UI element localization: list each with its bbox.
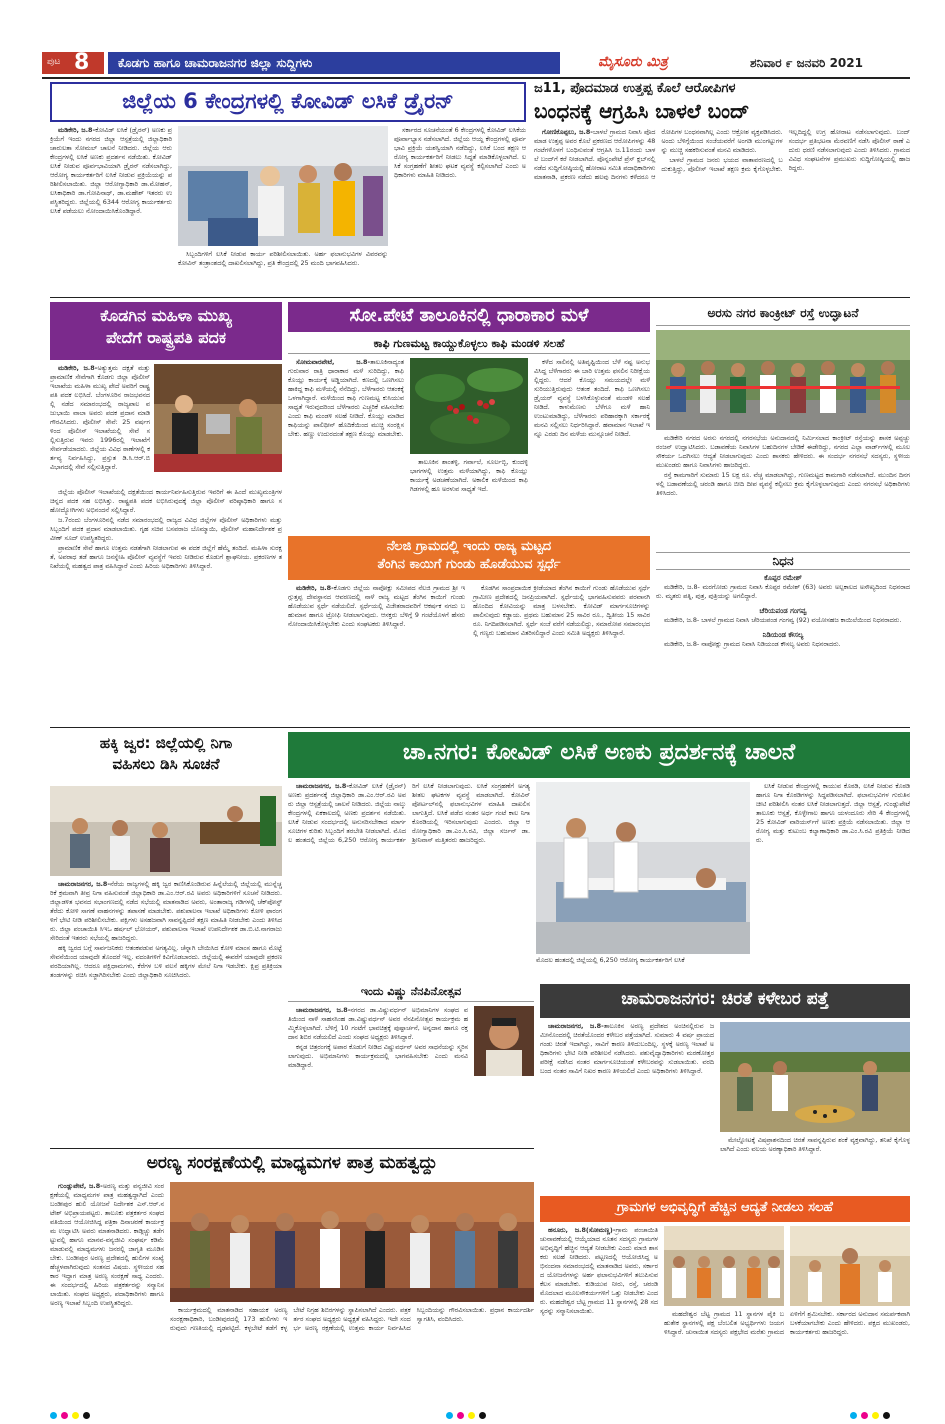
medal-body-col1	[50, 364, 150, 484]
shooting-story	[288, 536, 650, 722]
vishnu-headline: ಇಂದು ವಿಷ್ಣು ನೆನಪಿನೋತ್ಸವ	[288, 984, 534, 1002]
leopard-body-col1	[540, 1022, 714, 1190]
section-title-bar	[108, 52, 560, 74]
page-number-box	[42, 52, 104, 74]
medal-story	[50, 302, 282, 722]
chnagar-vaccine-col3: ಲಸಿಕೆ ನೀಡುವ ಕೇಂದ್ರಗಳಲ್ಲಿ ಕಾಯುವ ಕೊಠಡಿ, ಲಸಿಕೆ ನೀಡುವ ಕೊಠಡಿ ಹಾಗೂ ನಿಗಾ ಕೊಠಡಿಗಳನ್ನು ಸಿದ್ಧಪಡಿಸಲಾಗಿದೆ. ಫಲಾನುಭವಿಗಳ ಗುರುತಿನ ಚೀಟಿ ಪರಿಶೀಲಿಸಿ ನಂತರ ಲಸಿಕೆ ನೀಡಲಾಗುತ್ತದೆ. ಜಿಲ್ಲಾ ಆಸ್ಪತ್ರೆ, ಗುಂಡ್ಲುಪೇಟೆ ತಾಲೂಕು ಆಸ್ಪತ್ರೆ, ಕೊಳ್ಳೇಗಾಲ ಹಾಗೂ ಯಳಂದೂರು ಸೇರಿ 4 ಕೇಂದ್ರಗಳಲ್ಲಿ 25 ಕೋವಿಡ್ ವಾರಿಯರ್ಸ್‌ಗೆ ಅಣಕು ಪ್ರಕ್ರಿಯೆ ನಡೆಸಲಾಯಿತು. ಜಿಲ್ಲಾ ಆರೋಗ್ಯ ಮತ್ತು ಕುಟುಂಬ ಕಲ್ಯಾಣಾಧಿಕಾರಿ ಡಾ.ಎಂ.ಸಿ.ರವಿ ಪ್ರತಿಕ್ರಿಯೆ ನೀಡಿದರು.	[756, 782, 910, 844]
medal-headline-1: ಕೊಡಗಿನ ಮಹಿಳಾ ಮುಖ್ಯ	[100, 306, 232, 325]
row2-rule	[50, 727, 910, 728]
rain-headline: ಸೋ.ಪೇಟೆ ತಾಲೂಕಿನಲ್ಲಿ ಧಾರಾಕಾರ ಮಳೆ	[288, 302, 650, 332]
medal-dateline: ಮಡಿಕೇರಿ, ಜ.8-	[58, 364, 98, 372]
rain-body: ತಾಲೂಕಿನಾದ್ಯಂತ ಗುರುವಾರ ರಾತ್ರಿ ಧಾರಾಕಾರ ಮಳೆ ಸುರಿದಿದ್ದು, ಕಾಫಿ ಕೊಯ್ಲು ಕಾರ್ಯಕ್ಕೆ ಅಡ್ಡಿಯಾಗಿದೆ. ಕಣದಲ್ಲಿ ಒಣಗಿಸಲು ಹಾಕಿದ್ದ ಕಾಫಿ ಮಳೆಯಲ್ಲಿ ನೆನೆದಿದ್ದು, ಬೆಳೆಗಾರರು ಆತಂಕಕ್ಕೆ ಒಳಗಾಗಿದ್ದಾರೆ. ಮಳೆಯಿಂದ ಕಾಫಿ ಗುಣಮಟ್ಟ ಕುಸಿಯುವ ಸಾಧ್ಯತೆ ಇರುವುದರಿಂದ ಬೆಳೆಗಾರರು ಎಚ್ಚರಿಕೆ ವಹಿಸಬೇಕು ಎಂದು ಕಾಫಿ ಮಂಡಳಿ ಸಲಹೆ ನೀಡಿದೆ. ಕೊಯ್ಲು ಮಾಡಿದ ಕಾಫಿಯನ್ನು ಪಾಲಿಥೀನ್ ಹೊದಿಕೆಯಿಂದ ಮುಚ್ಚಿ ಸಂರಕ್ಷಿಸಬೇಕು. ಹಣ್ಣು ಉದುರದಂತೆ ತಕ್ಷಣ ಕೊಯ್ಲು ಮಾಡಬೇಕು.	[288, 358, 404, 438]
reg-dot-black	[479, 1412, 486, 1419]
reg-dot-cyan	[850, 1412, 857, 1419]
village-body-col2: ಮಹದೇಶ್ವರ ಬೆಟ್ಟ ಗ್ರಾಮದ 11 ಸ್ಥಾನಗಳ ಪೈಕಿ ಬಹುತೇಕ ಸ್ಥಾನಗಳಲ್ಲಿ ಪಕ್ಷ ಬೆಂಬಲಿತ ಅಭ್ಯರ್ಥಿಗಳು ಜಯಗಳಿಸಿದ್ದಾರೆ. ಚುನಾಯಿತ ಸದಸ್ಯರು ಪಕ್ಷಭೇದ ಮರೆತು ಗ್ರಾಮದ ಏಳಿಗೆಗೆ ಶ್ರಮಿಸಬೇಕು. ಸರ್ಕಾರದ ಅನುದಾನ ಸಮರ್ಪಕವಾಗಿ ಬಳಕೆಯಾಗಬೇಕು ಎಂದು ಹೇಳಿದರು. ಪಕ್ಷದ ಮುಖಂಡರು, ಕಾರ್ಯಕರ್ತರು ಹಾಜರಿದ್ದರು.	[664, 1310, 910, 1336]
reg-dot-cyan	[446, 1412, 453, 1419]
bandh-story	[534, 82, 910, 294]
medal-photo	[154, 364, 282, 472]
vishnu-body: ಚಾಮರಾಜನಗರ, ಜ.8-ನಗರದ ಡಾ.ವಿಷ್ಣುವರ್ಧನ್ ಅಭಿಮಾನಿಗಳ ಸಂಘದ ವತಿಯಿಂದ ನಾಳೆ ಸಾಹಸಸಿಂಹ ಡಾ.ವಿಷ್ಣುವರ್ಧನ್ ಅವರ ನೆನಪಿನೋತ್ಸವ ಕಾರ್ಯಕ್ರಮ ಹಮ್ಮಿಕೊಳ್ಳಲಾಗಿದೆ. ಬೆಳಿಗ್ಗೆ 10 ಗಂಟೆಗೆ ಭಾವಚಿತ್ರಕ್ಕೆ ಪುಷ್ಪಾರ್ಚನೆ, ಅನ್ನದಾನ ಹಾಗೂ ರಕ್ತದಾನ ಶಿಬಿರ ನಡೆಯಲಿದೆ ಎಂದು ಸಂಘದ ಅಧ್ಯಕ್ಷರು ತಿಳಿಸಿದ್ದಾರೆ. ಕನ್ನಡ ಚಿತ್ರರಂಗಕ್ಕೆ ಅಪಾರ ಕೊಡುಗೆ ನೀಡಿದ ವಿಷ್ಣುವರ್ಧನ್ ಅವರ ಸಾಧನೆಯನ್ನು ಸ್ಮರಿಸಲಾಗುವುದು. ಅಭಿಮಾನಿಗಳು ಕಾರ್ಯಕ್ರಮದಲ್ಲಿ ಭಾಗವಹಿಸಬೇಕು ಎಂದು ಮನವಿ ಮಾಡಿದ್ದಾರೆ.	[288, 1006, 468, 1069]
shooting-body: ಮಡಿಕೇರಿ, ಜ.8-ಕೊಡಗು ಜಿಲ್ಲೆಯ ನಾಪೋಕ್ಲು ಸಮೀಪದ ನೆಲಜಿ ಗ್ರಾಮದ ಶ್ರೀ ಇಗ್ಗುತ್ತಪ್ಪ ದೇವಸ್ಥಾನದ ಆವರಣದಲ್ಲಿ ನಾಳೆ ರಾಜ್ಯ ಮಟ್ಟದ ತೆಂಗಿನ ಕಾಯಿಗೆ ಗುಂಡು ಹೊಡೆಯುವ ಸ್ಪರ್ಧೆ ನಡೆಯಲಿದೆ. ಸ್ಪರ್ಧೆಯಲ್ಲಿ ವಿಜೇತರಾದವರಿಗೆ ಆಕರ್ಷಕ ನಗದು ಬಹುಮಾನ ಹಾಗೂ ಟ್ರೋಫಿ ನೀಡಲಾಗುವುದು. ಆಸಕ್ತರು ಬೆಳಿಗ್ಗೆ 9 ಗಂಟೆಯೊಳಗೆ ಹೆಸರು ನೋಂದಾಯಿಸಿಕೊಳ್ಳಬೇಕು ಎಂದು ಸಂಘಟಕರು ತಿಳಿಸಿದ್ದಾರೆ. ಕೊಡಗಿನ ಸಾಂಪ್ರದಾಯಿಕ ಕ್ರೀಡೆಯಾದ ತೆಂಗಿನ ಕಾಯಿಗೆ ಗುಂಡು ಹೊಡೆಯುವ ಸ್ಪರ್ಧೆ ಗ್ರಾಮೀಣ ಪ್ರದೇಶದಲ್ಲಿ ಜನಪ್ರಿಯವಾಗಿದೆ. ಸ್ಪರ್ಧೆಯಲ್ಲಿ ಭಾಗವಹಿಸುವವರು ಪರವಾನಗಿ ಹೊಂದಿದ ಕೋವಿಯನ್ನು ಮಾತ್ರ ಬಳಸಬೇಕು. ಕೋವಿಡ್ ಮಾರ್ಗಸೂಚಿಗಳನ್ನು ಪಾಲಿಸುವುದು ಕಡ್ಡಾಯ. ಪ್ರಥಮ ಬಹುಮಾನ 25 ಸಾವಿರ ರೂ., ದ್ವಿತೀಯ 15 ಸಾವಿರ ರೂ. ನಿಗದಿಪಡಿಸಲಾಗಿದೆ. ಸ್ಪರ್ಧೆ ಸಂಜೆ ವರೆಗೆ ನಡೆಯಲಿದ್ದು, ಸಮಾರೋಪ ಸಮಾರಂಭದಲ್ಲಿ ಗಣ್ಯರು ಬಹುಮಾನ ವಿತರಿಸಲಿದ್ದಾರೆ ಎಂದು ಸಮಿತಿ ಅಧ್ಯಕ್ಷರು ತಿಳಿಸಿದ್ದಾರೆ.	[288, 584, 650, 637]
vishnu-story	[288, 984, 534, 1144]
registration-marks-left	[50, 1404, 94, 1423]
forest-body: ಅರಣ್ಯ ಮತ್ತು ವನ್ಯಜೀವಿ ಸಂರಕ್ಷಣೆಯಲ್ಲಿ ಮಾಧ್ಯಮಗಳ ಪಾತ್ರ ಮಹತ್ವದ್ದಾಗಿದೆ ಎಂದು ಬಂಡೀಪುರ ಹುಲಿ ಯೋಜನೆ ನಿರ್ದೇಶಕ ಎಸ್.ಆರ್.ನಟೇಶ್ ಅಭಿಪ್ರಾಯಪಟ್ಟರು. ತಾಲೂಕು ಪತ್ರಕರ್ತರ ಸಂಘದ ವತಿಯಿಂದ ಆಯೋಜಿಸಿದ್ದ ಪತ್ರಿಕಾ ದಿನಾಚರಣೆ ಕಾರ್ಯಕ್ರಮ ಉದ್ಘಾಟಿಸಿ ಅವರು ಮಾತನಾಡಿದರು. ಕಾಡ್ಗಿಚ್ಚು ತಡೆಗಟ್ಟುವಲ್ಲಿ ಹಾಗೂ ಮಾನವ-ವನ್ಯಜೀವಿ ಸಂಘರ್ಷ ಕಡಿಮೆ ಮಾಡುವಲ್ಲಿ ಮಾಧ್ಯಮಗಳು ಜನರಲ್ಲಿ ಜಾಗೃತಿ ಮೂಡಿಸಬೇಕು. ಬಂಡೀಪುರ ಅರಣ್ಯ ಪ್ರದೇಶದಲ್ಲಿ ಹುಲಿಗಳ ಸಂಖ್ಯೆ ಹೆಚ್ಚಳವಾಗಿರುವುದು ಸಂತಸದ ವಿಷಯ. ಸ್ಥಳೀಯರ ಸಹಕಾರ ಇದ್ದಾಗ ಮಾತ್ರ ಅರಣ್ಯ ಸಂರಕ್ಷಣೆ ಸಾಧ್ಯ ಎಂದರು. ಈ ಸಂದರ್ಭದಲ್ಲಿ ಹಿರಿಯ ಪತ್ರಕರ್ತರನ್ನು ಸನ್ಮಾನಿಸಲಾಯಿತು. ಸಂಘದ ಅಧ್ಯಕ್ಷರು, ಪದಾಧಿಕಾರಿಗಳು ಹಾಗೂ ಅರಣ್ಯ ಇಲಾಖೆ ಸಿಬ್ಬಂದಿ ಉಪಸ್ಥಿತರಿದ್ದರು.	[50, 1182, 164, 1307]
bird-flu-headline-1: ಹಕ್ಕಿ ಜ್ವರ: ಜಿಲ್ಲೆಯಲ್ಲಿ ನಿಗಾ	[99, 734, 233, 752]
rain-body-col3: ಕಳೆದ ಸಾಲಿನಲ್ಲಿ ಅತಿವೃಷ್ಟಿಯಿಂದ ಬೆಳೆ ನಷ್ಟ ಅನುಭವಿಸಿದ್ದ ಬೆಳೆಗಾರರು ಈ ಬಾರಿ ಉತ್ತಮ ಫಸಲಿನ ನಿರೀಕ್ಷೆಯಲ್ಲಿದ್ದರು. ಆದರೆ ಕೊಯ್ಲು ಸಮಯದಲ್ಲೇ ಮಳೆ ಸುರಿಯುತ್ತಿರುವುದು ಆತಂಕ ತಂದಿದೆ. ಕಾಫಿ ಒಣಗಿಸಲು ಡ್ರೈಯರ್ ವ್ಯವಸ್ಥೆ ಬಳಸಿಕೊಳ್ಳುವಂತೆ ಮಂಡಳಿ ಸಲಹೆ ನೀಡಿದೆ. ಕಾಳುಮೆಣಸು ಬೆಳೆಗೂ ಮಳೆ ಹಾನಿ ಉಂಟುಮಾಡಿದ್ದು, ಬೆಳೆಗಾರರು ಪರಿಹಾರಕ್ಕಾಗಿ ಸರ್ಕಾರಕ್ಕೆ ಮನವಿ ಸಲ್ಲಿಸಲು ನಿರ್ಧರಿಸಿದ್ದಾರೆ. ಹವಾಮಾನ ಇಲಾಖೆ ಇನ್ನೂ ಎರಡು ದಿನ ಮಳೆಯ ಮುನ್ಸೂಚನೆ ನೀಡಿದೆ.	[534, 358, 650, 438]
rain-story	[288, 302, 650, 534]
dry-run-dateline: ಮಡಿಕೇರಿ, ಜ.8-	[58, 126, 96, 134]
bandh-body: ಗೋಣಿಕೊಪ್ಪಲು, ಜ.8-ಬಾಳಲೆ ಗ್ರಾಮದ ನಿವಾಸಿ ಪೊದಮಾಡ ಉತ್ತಪ್ಪ ಅವರ ಕೊಲೆ ಪ್ರಕರಣದ ಆರೋಪಿಗಳನ್ನು 48 ಗಂಟೆಗಳೊಳಗೆ ಬಂಧಿಸುವಂತೆ ಆಗ್ರಹಿಸಿ ಜ.11ರಂದು ಬಾಳಲೆ ಬಂದ್‌ಗೆ ಕರೆ ನೀಡಲಾಗಿದೆ. ಪೊನ್ನಂಪೇಟೆ ಪ್ರೆಸ್ ಕ್ಲಬ್‌ನಲ್ಲಿ ನಡೆದ ಸುದ್ದಿಗೋಷ್ಠಿಯಲ್ಲಿ ಹೋರಾಟ ಸಮಿತಿ ಪದಾಧಿಕಾರಿಗಳು ಮಾತನಾಡಿ, ಪ್ರಕರಣ ನಡೆದು ಹಲವು ದಿನಗಳು ಕಳೆದರೂ ಆರೋಪಿಗಳ ಬಂಧನವಾಗಿಲ್ಲ ಎಂದು ಆಕ್ರೋಶ ವ್ಯಕ್ತಪಡಿಸಿದರು. ಅಂದು ಬೆಳಿಗ್ಗೆಯಿಂದ ಸಂಜೆಯವರೆಗೆ ಅಂಗಡಿ ಮುಂಗಟ್ಟುಗಳನ್ನು ಮುಚ್ಚಿ ಸಹಕರಿಸುವಂತೆ ಮನವಿ ಮಾಡಿದರು. ಬಾಳಲೆ ಗ್ರಾಮದ ಜನರು ಭಯದ ವಾತಾವರಣದಲ್ಲಿ ಬದುಕುತ್ತಿದ್ದು, ಪೊಲೀಸ್ ಇಲಾಖೆ ತಕ್ಷಣ ಕ್ರಮ ಕೈಗೊಳ್ಳಬೇಕು. ಇಲ್ಲದಿದ್ದಲ್ಲಿ ಉಗ್ರ ಹೋರಾಟ ನಡೆಸಲಾಗುವುದು. ಬಂದ್ ಸಂದರ್ಭ ಪ್ರತಿಭಟನಾ ಮೆರವಣಿಗೆ ನಡೆಸಿ ಪೊಲೀಸ್ ಠಾಣೆ ಎದುರು ಧರಣಿ ನಡೆಸಲಾಗುವುದು ಎಂದು ತಿಳಿಸಿದರು. ಗ್ರಾಮದ ವಿವಿಧ ಸಂಘಟನೆಗಳ ಪ್ರಮುಖರು ಸುದ್ದಿಗೋಷ್ಠಿಯಲ್ಲಿ ಹಾಜರಿದ್ದರು.	[534, 128, 910, 181]
reg-dot-yellow	[872, 1412, 879, 1419]
registration-marks-right	[850, 1404, 894, 1423]
forest-headline: ಅರಣ್ಯ ಸಂರಕ್ಷಣೆಯಲ್ಲಿ ಮಾಧ್ಯಮಗಳ ಪಾತ್ರ ಮಹತ್ವದ್ದು	[50, 1148, 534, 1178]
issue-date: ಶನಿವಾರ ೯ ಜನವರಿ 2021	[750, 56, 863, 70]
vishnu-portrait	[474, 1006, 534, 1076]
bandh-dateline: ಗೋಣಿಕೊಪ್ಪಲು, ಜ.8-	[542, 128, 593, 136]
obit-text-3: ಮಡಿಕೇರಿ, ಜ.8- ನಾಪೋಕ್ಲು ಗ್ರಾಮದ ನಿವಾಸಿ ನಿಡಿಯಂಡ ಕೌಸಲ್ಯ ಅವರು ನಿಧನರಾದರು.	[664, 640, 841, 648]
reg-dot-magenta	[861, 1412, 868, 1419]
bird-flu-headline-2: ವಹಿಸಲು ಡಿಸಿ ಸೂಚನೆ	[112, 754, 220, 773]
village-photo-1	[664, 1226, 784, 1306]
forest-body-col1	[50, 1182, 164, 1386]
shooting-headline-1: ನೆಲಜಿ ಗ್ರಾಮದಲ್ಲಿ ಇಂದು ರಾಜ್ಯ ಮಟ್ಟದ	[386, 539, 552, 554]
rain-body-col1	[288, 358, 404, 532]
obit-heading: ನಿಧನ	[656, 552, 910, 570]
leopard-body-col2: ಮೇಲ್ನೋಟಕ್ಕೆ ವಿಷಪ್ರಾಶನದಿಂದ ಚಿರತೆ ಸಾವನ್ನಪ್ಪಿರುವ ಶಂಕೆ ವ್ಯಕ್ತವಾಗಿದ್ದು, ತನಿಖೆ ಕೈಗೊಳ್ಳಲಾಗಿದೆ ಎಂದು ವಲಯ ಅರಣ್ಯಾಧಿಕಾರಿ ತಿಳಿಸಿದ್ದಾರೆ.	[720, 1136, 910, 1153]
obit-name-1: ಕೊಪ್ಪರ ರಮೇಶ್	[764, 574, 802, 582]
chnagar-vaccine-dateline: ಚಾಮರಾಜನಗರ, ಜ.8-	[296, 782, 349, 790]
medal-body-col2: ಜಿಲ್ಲೆಯ ಪೊಲೀಸ್ ಇಲಾಖೆಯಲ್ಲಿ ದಕ್ಷತೆಯಿಂದ ಕಾರ್ಯನಿರ್ವಹಿಸುತ್ತಿರುವ ಇವರಿಗೆ ಈ ಹಿಂದೆ ಮುಖ್ಯಮಂತ್ರಿಗಳ ಚಿನ್ನದ ಪದಕ ಸಹ ಲಭಿಸಿತ್ತು. ರಾಷ್ಟ್ರಪತಿ ಪದಕ ಲಭಿಸಿರುವುದಕ್ಕೆ ಜಿಲ್ಲಾ ಪೊಲೀಸ್ ವರಿಷ್ಠಾಧಿಕಾರಿ ಹಾಗೂ ಸಹೋದ್ಯೋಗಿಗಳು ಅಭಿನಂದನೆ ಸಲ್ಲಿಸಿದ್ದಾರೆ. ಜ.7ರಂದು ಬೆಂಗಳೂರಿನಲ್ಲಿ ನಡೆದ ಸಮಾರಂಭದಲ್ಲಿ ರಾಜ್ಯದ ವಿವಿಧ ಜಿಲ್ಲೆಗಳ ಪೊಲೀಸ್ ಅಧಿಕಾರಿಗಳು ಮತ್ತು ಸಿಬ್ಬಂದಿಗೆ ಪದಕ ಪ್ರದಾನ ಮಾಡಲಾಯಿತು. ಗೃಹ ಸಚಿವ ಬಸವರಾಜ ಬೊಮ್ಮಾಯಿ, ಪೊಲೀಸ್ ಮಹಾನಿರ್ದೇಶಕ ಪ್ರವೀಣ್ ಸೂದ್ ಉಪಸ್ಥಿತರಿದ್ದರು. ಪ್ರಾಮಾಣಿಕ ಸೇವೆ ಹಾಗೂ ಉತ್ತಮ ನಡತೆಗಾಗಿ ನೀಡಲಾಗುವ ಈ ಪದಕ ಜಿಲ್ಲೆಗೆ ಹೆಮ್ಮೆ ತಂದಿದೆ. ಮಹಿಳಾ ಸುರಕ್ಷತೆ, ಅಪರಾಧ ತಡೆ ಹಾಗೂ ಜನಸ್ನೇಹಿ ಪೊಲೀಸ್ ವ್ಯವಸ್ಥೆಗೆ ಇವರು ನೀಡಿರುವ ಕೊಡುಗೆ ಶ್ಲಾಘನೀಯ. ಪ್ರಕರಣಗಳ ತನಿಖೆಯಲ್ಲಿ ಮಹತ್ವದ ಪಾತ್ರ ವಹಿಸಿದ್ದಾರೆ ಎಂದು ಹಿರಿಯ ಅಧಿಕಾರಿಗಳು ತಿಳಿಸಿದ್ದಾರೆ.	[50, 488, 282, 570]
chnagar-vaccine-headline: ಚಾ.ನಗರ: ಕೋವಿಡ್ ಲಸಿಕೆ ಅಣಕು ಪ್ರದರ್ಶನಕ್ಕೆ ಚಾಲನೆ	[288, 732, 910, 778]
dry-run-body: ಕೋವಿಡ್ ಲಸಿಕೆ (ಡ್ರೈರನ್) ಅಣಕು ಪ್ರಕ್ರಿಯೆಗೆ ಇಂದು ನಗರದ ಜಿಲ್ಲಾ ಆಸ್ಪತ್ರೆಯಲ್ಲಿ ಜಿಲ್ಲಾಧಿಕಾರಿ ಚಾರುಲತಾ ಸೋಮಲ್ ಚಾಲನೆ ನೀಡಿದರು. ಜಿಲ್ಲೆಯ ಆರು ಕೇಂದ್ರಗಳಲ್ಲಿ ಲಸಿಕೆ ಅಣಕು ಪ್ರದರ್ಶನ ನಡೆಯಿತು. ಕೋವಿಡ್ ಲಸಿಕೆ ನೀಡುವ ಪೂರ್ವಭಾವಿಯಾಗಿ ಡ್ರೈರನ್ ನಡೆಸಲಾಗಿದ್ದು, ಆರೋಗ್ಯ ಕಾರ್ಯಕರ್ತರಿಗೆ ಲಸಿಕೆ ನೀಡುವ ಪ್ರಕ್ರಿಯೆಯನ್ನು ಪರಿಶೀಲಿಸಲಾಯಿತು. ಜಿಲ್ಲಾ ಆರೋಗ್ಯಾಧಿಕಾರಿ ಡಾ.ಮೋಹನ್, ಲಸಿಕಾಧಿಕಾರಿ ಡಾ.ಗೋಪಿನಾಥ್, ಡಾ.ಮಹೇಶ್ ಇತರರು ಉಪಸ್ಥಿತರಿದ್ದರು. ಜಿಲ್ಲೆಯಲ್ಲಿ 6344 ಆರೋಗ್ಯ ಕಾರ್ಯಕರ್ತರು ಲಸಿಕೆ ಪಡೆಯಲು ನೋಂದಾಯಿಸಿಕೊಂಡಿದ್ದಾರೆ.	[50, 126, 172, 215]
chnagar-vaccine-story	[288, 732, 910, 980]
dry-run-body-col3: ಸರ್ಕಾರದ ಸೂಚನೆಯಂತೆ 6 ಕೇಂದ್ರಗಳಲ್ಲಿ ಕೋವಿಡ್ ಲಸಿಕೆಯ ಪೂರ್ವಾಭ್ಯಾಸ ನಡೆಸಲಾಗಿದೆ. ಜಿಲ್ಲೆಯ ಆಯ್ದ ಕೇಂದ್ರಗಳಲ್ಲಿ ಪೂರ್ವಭಾವಿ ಪ್ರಕ್ರಿಯೆ ಯಶಸ್ವಿಯಾಗಿ ನಡೆದಿದ್ದು, ಲಸಿಕೆ ಬಂದ ತಕ್ಷಣ ಆರೋಗ್ಯ ಕಾರ್ಯಕರ್ತರಿಗೆ ನೀಡಲು ಸಿದ್ಧತೆ ಮಾಡಿಕೊಳ್ಳಲಾಗಿದೆ. ಲಸಿಕೆ ಸಂಗ್ರಹಣೆಗೆ ಶೀತಲ ಘಟಕ ವ್ಯವಸ್ಥೆ ಕಲ್ಪಿಸಲಾಗಿದೆ ಎಂದು ಅಧಿಕಾರಿಗಳು ಮಾಹಿತಿ ನೀಡಿದರು.	[394, 126, 526, 179]
bandh-headline-2: ಬಂಧನಕ್ಕೆ ಆಗ್ರಹಿಸಿ ಬಾಳಲೆ ಬಂದ್	[534, 99, 750, 123]
reg-dot-magenta	[457, 1412, 464, 1419]
bird-flu-photo	[50, 786, 282, 876]
bandh-headline-1: ಜ11, ಪೊದಮಾಡ ಉತ್ತಪ್ಪ ಕೊಲೆ ಆರೋಪಿಗಳ	[534, 81, 736, 96]
shooting-headline-2: ತೆಂಗಿನ ಕಾಯಿಗೆ ಗುಂಡು ಹೊಡೆಯುವ ಸ್ಪರ್ಧೆ	[377, 557, 561, 573]
chnagar-vaccine-body: ಕೋವಿಡ್ ಲಸಿಕೆ (ಡ್ರೈರನ್) ಅಣಕು ಪ್ರದರ್ಶನಕ್ಕೆ ಜಿಲ್ಲಾಧಿಕಾರಿ ಡಾ.ಎಂ.ಆರ್.ರವಿ ಅವರು ಜಿಲ್ಲಾ ಆಸ್ಪತ್ರೆಯಲ್ಲಿ ಚಾಲನೆ ನೀಡಿದರು. ಜಿಲ್ಲೆಯ ನಾಲ್ಕು ಕೇಂದ್ರಗಳಲ್ಲಿ ಏಕಕಾಲದಲ್ಲಿ ಅಣಕು ಪ್ರದರ್ಶನ ನಡೆಯಿತು. ಲಸಿಕೆ ನೀಡುವ ಸಂದರ್ಭದಲ್ಲಿ ಅನುಸರಿಸಬೇಕಾದ ಮಾರ್ಗಸೂಚಿಗಳ ಕುರಿತು ಸಿಬ್ಬಂದಿಗೆ ತರಬೇತಿ ನೀಡಲಾಗಿದೆ. ಮೊದಲ ಹಂತದಲ್ಲಿ ಜಿಲ್ಲೆಯ 6,250 ಆರೋಗ್ಯ ಕಾರ್ಯಕರ್ತರಿಗೆ ಲಸಿಕೆ ನೀಡಲಾಗುವುದು. ಲಸಿಕೆ ಸಂಗ್ರಹಣೆಗೆ ಅಗತ್ಯ ಶೀತಲ ಘಟಕಗಳ ವ್ಯವಸ್ಥೆ ಮಾಡಲಾಗಿದೆ. ಕೋವಿನ್ ಪೋರ್ಟಲ್‌ನಲ್ಲಿ ಫಲಾನುಭವಿಗಳ ಮಾಹಿತಿ ದಾಖಲಿಸಲಾಗುತ್ತಿದೆ. ಲಸಿಕೆ ಪಡೆದ ನಂತರ ಅರ್ಧ ಗಂಟೆ ಕಾಲ ನಿಗಾ ಕೊಠಡಿಯಲ್ಲಿ ಇರಿಸಲಾಗುವುದು ಎಂದರು. ಜಿಲ್ಲಾ ಆರೋಗ್ಯಾಧಿಕಾರಿ ಡಾ.ಎಂ.ಸಿ.ರವಿ, ಜಿಲ್ಲಾ ಸರ್ಜನ್ ಡಾ.ಶ್ರೀನಿವಾಸ್ ಮತ್ತಿತರರು ಹಾಜರಿದ್ದರು.	[288, 782, 530, 844]
shooting-dateline: ಮಡಿಕೇರಿ, ಜ.8-	[296, 584, 334, 592]
leopard-body: ತಾಲೂಕಿನ ಅರಣ್ಯ ಪ್ರದೇಶದ ಅಂಚಿನಲ್ಲಿರುವ ಜಮೀನೊಂದರಲ್ಲಿ ಚಿರತೆಯೊಂದರ ಕಳೇಬರ ಪತ್ತೆಯಾಗಿದೆ. ಸುಮಾರು 4 ವರ್ಷ ಪ್ರಾಯದ ಗಂಡು ಚಿರತೆ ಇದಾಗಿದ್ದು, ಸಾವಿಗೆ ಕಾರಣ ತಿಳಿದುಬಂದಿಲ್ಲ. ಸ್ಥಳಕ್ಕೆ ಅರಣ್ಯ ಇಲಾಖೆ ಅಧಿಕಾರಿಗಳು ಭೇಟಿ ನೀಡಿ ಪರಿಶೀಲನೆ ನಡೆಸಿದರು. ಪಶುವೈದ್ಯಾಧಿಕಾರಿಗಳು ಮರಣೋತ್ತರ ಪರೀಕ್ಷೆ ನಡೆಸಿದ ನಂತರ ಮಾರ್ಗಸೂಚಿಯಂತೆ ಕಳೇಬರವನ್ನು ಸುಡಲಾಯಿತು. ವರದಿ ಬಂದ ನಂತರ ಸಾವಿಗೆ ನಿಖರ ಕಾರಣ ತಿಳಿಯಲಿದೆ ಎಂದು ಅಧಿಕಾರಿಗಳು ತಿಳಿಸಿದ್ದಾರೆ.	[540, 1022, 714, 1075]
obit-name-3: ನಿಡಿಯಂಡ ಕೌಸಲ್ಯ	[762, 631, 804, 639]
village-body: ಗ್ರಾಮ ಪಂಚಾಯಿತಿ ಚುನಾವಣೆಯಲ್ಲಿ ಆಯ್ಕೆಯಾದ ನೂತನ ಸದಸ್ಯರು ಗ್ರಾಮಗಳ ಅಭಿವೃದ್ಧಿಗೆ ಹೆಚ್ಚಿನ ಆದ್ಯತೆ ನೀಡಬೇಕು ಎಂದು ಮಾಜಿ ಶಾಸಕರು ಸಲಹೆ ನೀಡಿದರು. ಪಟ್ಟಣದಲ್ಲಿ ಆಯೋಜಿಸಿದ್ದ ಅಭಿನಂದನಾ ಸಮಾರಂಭದಲ್ಲಿ ಮಾತನಾಡಿದ ಅವರು, ಸರ್ಕಾರದ ಯೋಜನೆಗಳನ್ನು ಅರ್ಹ ಫಲಾನುಭವಿಗಳಿಗೆ ತಲುಪಿಸುವ ಕೆಲಸ ಮಾಡಬೇಕು. ಕುಡಿಯುವ ನೀರು, ರಸ್ತೆ, ಚರಂಡಿ ಮೊದಲಾದ ಮೂಲಸೌಕರ್ಯಗಳಿಗೆ ಒತ್ತು ನೀಡಬೇಕು ಎಂದರು. ಮಹದೇಶ್ವರ ಬೆಟ್ಟ ಗ್ರಾಮದ 11 ಸ್ಥಾನಗಳಲ್ಲಿ 28 ಸದಸ್ಯರನ್ನು ಸನ್ಮಾನಿಸಲಾಯಿತು.	[540, 1226, 658, 1315]
village-dateline: ಹನೂರು, ಜ.8(ಸೋಮಣ್ಣ)-	[548, 1226, 616, 1234]
dry-run-headline: ಜಿಲ್ಲೆಯ 6 ಕೇಂದ್ರಗಳಲ್ಲಿ ಕೋವಿಡ್ ಲಸಿಕೆ ಡ್ರೈರನ್	[50, 82, 526, 122]
road-story	[656, 302, 910, 548]
road-body: ಮಡಿಕೇರಿ ನಗರದ ಅರಸು ನಗರದಲ್ಲಿ ನಗರಸಭೆಯ ಅನುದಾನದಲ್ಲಿ ನಿರ್ಮಿಸಲಾದ ಕಾಂಕ್ರೀಟ್ ರಸ್ತೆಯನ್ನು ಶಾಸಕ ಅಪ್ಪಚ್ಚು ರಂಜನ್ ಉದ್ಘಾಟಿಸಿದರು. ಬಡಾವಣೆಯ ನಿವಾಸಿಗಳ ಬಹುದಿನಗಳ ಬೇಡಿಕೆ ಈಡೇರಿದ್ದು, ನಗರದ ಎಲ್ಲಾ ವಾರ್ಡ್‌ಗಳಲ್ಲಿ ಮೂಲಸೌಕರ್ಯ ಒದಗಿಸಲು ಆದ್ಯತೆ ನೀಡಲಾಗುವುದು ಎಂದು ಶಾಸಕರು ಹೇಳಿದರು. ಈ ಸಂದರ್ಭ ನಗರಸಭೆ ಸದಸ್ಯರು, ಸ್ಥಳೀಯ ಮುಖಂಡರು ಹಾಗೂ ನಿವಾಸಿಗಳು ಹಾಜರಿದ್ದರು. ರಸ್ತೆ ಕಾಮಗಾರಿಗೆ ಸುಮಾರು 15 ಲಕ್ಷ ರೂ. ವೆಚ್ಚ ಮಾಡಲಾಗಿದ್ದು, ಗುಣಮಟ್ಟದ ಕಾಮಗಾರಿ ನಡೆಸಲಾಗಿದೆ. ಮುಂದಿನ ದಿನಗಳಲ್ಲಿ ಬಡಾವಣೆಯಲ್ಲಿ ಚರಂಡಿ ಹಾಗೂ ಬೀದಿ ದೀಪ ವ್ಯವಸ್ಥೆ ಕಲ್ಪಿಸಲು ಕ್ರಮ ಕೈಗೊಳ್ಳಲಾಗುವುದು ಎಂದು ನಗರಸಭೆ ಅಧಿಕಾರಿಗಳು ತಿಳಿಸಿದರು.	[656, 434, 910, 497]
road-headline: ಅರಸು ನಗರ ಕಾಂಕ್ರೀಟ್ ರಸ್ತೆ ಉದ್ಘಾಟನೆ	[656, 302, 910, 326]
shooting-body-text: ಕೊಡಗು ಜಿಲ್ಲೆಯ ನಾಪೋಕ್ಲು ಸಮೀಪದ ನೆಲಜಿ ಗ್ರಾಮದ ಶ್ರೀ ಇಗ್ಗುತ್ತಪ್ಪ ದೇವಸ್ಥಾನದ ಆವರಣದಲ್ಲಿ ನಾಳೆ ರಾಜ್ಯ ಮಟ್ಟದ ತೆಂಗಿನ ಕಾಯಿಗೆ ಗುಂಡು ಹೊಡೆಯುವ ಸ್ಪರ್ಧೆ ನಡೆಯಲಿದೆ. ಸ್ಪರ್ಧೆಯಲ್ಲಿ ವಿಜೇತರಾದವರಿಗೆ ಆಕರ್ಷಕ ನಗದು ಬಹುಮಾನ ಹಾಗೂ ಟ್ರೋಫಿ ನೀಡಲಾಗುವುದು. ಆಸಕ್ತರು ಬೆಳಿಗ್ಗೆ 9 ಗಂಟೆಯೊಳಗೆ ಹೆಸರು ನೋಂದಾಯಿಸಿಕೊಳ್ಳಬೇಕು ಎಂದು ಸಂಘಟಕರು ತಿಳಿಸಿದ್ದಾರೆ.	[288, 584, 465, 628]
dry-run-body-col2: ಸಿಬ್ಬಂದಿಗಳಿಗೆ ಲಸಿಕೆ ನೀಡುವ ಕಾರ್ಯ ಪರಿಶೀಲಿಸಲಾಯಿತು. ಅರ್ಹ ಫಲಾನುಭವಿಗಳ ವಿವರವನ್ನು ಕೋವಿನ್ ತಂತ್ರಾಂಶದಲ್ಲಿ ದಾಖಲಿಸಲಾಗಿದ್ದು, ಪ್ರತಿ ಕೇಂದ್ರದಲ್ಲಿ 25 ಮಂದಿ ಭಾಗವಹಿಸಿದರು.	[178, 250, 388, 267]
masthead: ಮೈಸೂರು ಮಿತ್ರ	[598, 54, 668, 70]
leopard-headline: ಚಾಮರಾಜನಗರ: ಚಿರತೆ ಕಳೇಬರ ಪತ್ತೆ	[540, 984, 910, 1018]
rain-body-col2: ತಾಲೂಕಿನ ಶಾಂತಳ್ಳಿ, ಗರ್ವಾಲೆ, ಸೂರ್ಲಬ್ಬಿ, ಕುಂದಳ್ಳಿ ಭಾಗಗಳಲ್ಲಿ ಉತ್ತಮ ಮಳೆಯಾಗಿದ್ದು, ಕಾಫಿ ಕೊಯ್ಲು ಕಾರ್ಯಕ್ಕೆ ಅಡಚಣೆಯಾಗಿದೆ. ಅಕಾಲಿಕ ಮಳೆಯಿಂದ ಕಾಫಿ ಗಿಡಗಳಲ್ಲಿ ಹೂ ಅರಳುವ ಸಾಧ್ಯತೆ ಇದೆ.	[410, 458, 528, 493]
forest-dateline: ಗುಂಡ್ಲುಪೇಟೆ, ಜ.8-	[58, 1182, 103, 1190]
reg-dot-black	[883, 1412, 890, 1419]
obit-body	[656, 574, 910, 720]
vishnu-dateline: ಚಾಮರಾಜನಗರ, ಜ.8-	[296, 1006, 351, 1014]
reg-dot-magenta	[61, 1412, 68, 1419]
bird-flu-headline	[50, 732, 282, 782]
forest-story	[50, 1148, 534, 1388]
village-body-col1	[540, 1226, 658, 1386]
shooting-headline	[288, 536, 650, 580]
medal-headline	[50, 302, 282, 360]
obit-name-2: ಚೆರಿಯಪಂಡ ಗಂಗವ್ವ	[759, 607, 807, 615]
leopard-dateline: ಚಾಮರಾಜನಗರ, ಜ.8-	[548, 1022, 604, 1030]
bird-flu-story	[50, 732, 282, 1144]
village-headline: ಗ್ರಾಮಗಳ ಅಭಿವೃದ್ಧಿಗೆ ಹೆಚ್ಚಿನ ಆದ್ಯತೆ ನೀಡಲು ಸಲಹೆ	[540, 1196, 910, 1222]
road-body-text: ಮಡಿಕೇರಿ ನಗರದ ಅರಸು ನಗರದಲ್ಲಿ ನಗರಸಭೆಯ ಅನುದಾನದಲ್ಲಿ ನಿರ್ಮಿಸಲಾದ ಕಾಂಕ್ರೀಟ್ ರಸ್ತೆಯನ್ನು ಶಾಸಕ ಅಪ್ಪಚ್ಚು ರಂಜನ್ ಉದ್ಘಾಟಿಸಿದರು. ಬಡಾವಣೆಯ ನಿವಾಸಿಗಳ ಬಹುದಿನಗಳ ಬೇಡಿಕೆ ಈಡೇರಿದ್ದು, ನಗರದ ಎಲ್ಲಾ ವಾರ್ಡ್‌ಗಳಲ್ಲಿ ಮೂಲಸೌಕರ್ಯ ಒದಗಿಸಲು ಆದ್ಯತೆ ನೀಡಲಾಗುವುದು ಎಂದು ಶಾಸಕರು ಹೇಳಿದರು. ಈ ಸಂದರ್ಭ ನಗರಸಭೆ ಸದಸ್ಯರು, ಸ್ಥಳೀಯ ಮುಖಂಡರು ಹಾಗೂ ನಿವಾಸಿಗಳು ಹಾಜರಿದ್ದರು.	[656, 434, 910, 469]
bird-flu-body: ಚಾಮರಾಜನಗರ, ಜ.8-ನೆರೆಯ ರಾಜ್ಯಗಳಲ್ಲಿ ಹಕ್ಕಿ ಜ್ವರ ಕಾಣಿಸಿಕೊಂಡಿರುವ ಹಿನ್ನೆಲೆಯಲ್ಲಿ ಜಿಲ್ಲೆಯಲ್ಲಿ ಮುನ್ನೆಚ್ಚರಿಕೆ ಕ್ರಮವಾಗಿ ತೀವ್ರ ನಿಗಾ ವಹಿಸುವಂತೆ ಜಿಲ್ಲಾಧಿಕಾರಿ ಡಾ.ಎಂ.ಆರ್.ರವಿ ಅವರು ಅಧಿಕಾರಿಗಳಿಗೆ ಸೂಚನೆ ನೀಡಿದರು. ಜಿಲ್ಲಾಡಳಿತ ಭವನದ ಸಭಾಂಗಣದಲ್ಲಿ ನಡೆದ ಸಭೆಯಲ್ಲಿ ಮಾತನಾಡಿದ ಅವರು, ಅಂತಾರಾಜ್ಯ ಗಡಿಗಳಲ್ಲಿ ಚೆಕ್‌ಪೋಸ್ಟ್ ತೆರೆದು ಕೋಳಿ ಸಾಗಣೆ ವಾಹನಗಳನ್ನು ತಪಾಸಣೆ ಮಾಡಬೇಕು. ಪಶುಪಾಲನಾ ಇಲಾಖೆ ಅಧಿಕಾರಿಗಳು ಕೋಳಿ ಫಾರಂಗಳಿಗೆ ಭೇಟಿ ನೀಡಿ ಪರಿಶೀಲಿಸಬೇಕು. ಪಕ್ಷಿಗಳು ಅಸಹಜವಾಗಿ ಸಾವನ್ನಪ್ಪಿದರೆ ತಕ್ಷಣ ಮಾಹಿತಿ ನೀಡಬೇಕು ಎಂದು ತಿಳಿಸಿದರು. ಜಿಲ್ಲಾ ಪಂಚಾಯಿತಿ ಸಿಇಒ ಹರ್ಷಲ್ ಭೋಯರ್, ಪಶುಪಾಲನಾ ಇಲಾಖೆ ಉಪನಿರ್ದೇಶಕ ಡಾ.ಬಿ.ಟಿ.ನಾಗರಾಜು ಸೇರಿದಂತೆ ಇತರರು ಸಭೆಯಲ್ಲಿ ಹಾಜರಿದ್ದರು. ಹಕ್ಕಿ ಜ್ವರದ ಬಗ್ಗೆ ಸಾರ್ವಜನಿಕರು ಆತಂಕಪಡುವ ಅಗತ್ಯವಿಲ್ಲ. ಚೆನ್ನಾಗಿ ಬೇಯಿಸಿದ ಕೋಳಿ ಮಾಂಸ ಹಾಗೂ ಮೊಟ್ಟೆ ಸೇವನೆಯಿಂದ ಯಾವುದೇ ತೊಂದರೆ ಇಲ್ಲ. ವದಂತಿಗಳಿಗೆ ಕಿವಿಗೊಡಬಾರದು. ಜಿಲ್ಲೆಯಲ್ಲಿ ಈವರೆಗೆ ಯಾವುದೇ ಪ್ರಕರಣ ವರದಿಯಾಗಿಲ್ಲ. ಆದರೂ ಪಕ್ಷಿಧಾಮಗಳು, ಕೆರೆಗಳ ಬಳಿ ವಲಸೆ ಹಕ್ಕಿಗಳ ಮೇಲೆ ನಿಗಾ ಇಡಬೇಕು. ಕ್ಷಿಪ್ರ ಪ್ರತಿಕ್ರಿಯಾ ತಂಡಗಳನ್ನು ರಚಿಸಿ ಸಜ್ಜಾಗಿರಿಸಬೇಕು ಎಂದು ಜಿಲ್ಲಾಧಿಕಾರಿ ಸೂಚಿಸಿದರು.	[50, 880, 282, 979]
coffee-photo	[410, 358, 528, 454]
village-photo-2	[790, 1226, 910, 1306]
vishnu-body-text: ನಗರದ ಡಾ.ವಿಷ್ಣುವರ್ಧನ್ ಅಭಿಮಾನಿಗಳ ಸಂಘದ ವತಿಯಿಂದ ನಾಳೆ ಸಾಹಸಸಿಂಹ ಡಾ.ವಿಷ್ಣುವರ್ಧನ್ ಅವರ ನೆನಪಿನೋತ್ಸವ ಕಾರ್ಯಕ್ರಮ ಹಮ್ಮಿಕೊಳ್ಳಲಾಗಿದೆ. ಬೆಳಿಗ್ಗೆ 10 ಗಂಟೆಗೆ ಭಾವಚಿತ್ರಕ್ಕೆ ಪುಷ್ಪಾರ್ಚನೆ, ಅನ್ನದಾನ ಹಾಗೂ ರಕ್ತದಾನ ಶಿಬಿರ ನಡೆಯಲಿದೆ ಎಂದು ಸಂಘದ ಅಧ್ಯಕ್ಷರು ತಿಳಿಸಿದ್ದಾರೆ.	[288, 1006, 468, 1041]
chnagar-vaccine-col1	[288, 782, 530, 978]
page-number: 8	[74, 50, 90, 75]
forest-photo	[170, 1182, 534, 1302]
page-label: ಪುಟ	[47, 57, 61, 67]
reg-dot-black	[83, 1412, 90, 1419]
forest-body-col2: ಕಾರ್ಯಕ್ರಮದಲ್ಲಿ ಮಾತನಾಡಿದ ಸಹಾಯಕ ಅರಣ್ಯ ಸಂರಕ್ಷಣಾಧಿಕಾರಿ, ಬಂಡೀಪುರದಲ್ಲಿ 173 ಹುಲಿಗಳು ಇರುವುದು ಗಣತಿಯಲ್ಲಿ ದೃಢಪಟ್ಟಿದೆ. ಕಳ್ಳಬೇಟೆ ತಡೆಗೆ ಕಳ್ಳಬೇಟೆ ನಿಗ್ರಹ ಶಿಬಿರಗಳನ್ನು ಸ್ಥಾಪಿಸಲಾಗಿದೆ ಎಂದರು. ಪತ್ರಕರ್ತರ ಸಂಘದ ಅಧ್ಯಕ್ಷರು ಅಧ್ಯಕ್ಷತೆ ವಹಿಸಿದ್ದರು. ಇದೇ ಸಂದರ್ಭ ಅರಣ್ಯ ರಕ್ಷಣೆಯಲ್ಲಿ ಉತ್ತಮ ಕಾರ್ಯ ನಿರ್ವಹಿಸಿದ ಸಿಬ್ಬಂದಿಯನ್ನು ಗೌರವಿಸಲಾಯಿತು. ಪ್ರಧಾನ ಕಾರ್ಯದರ್ಶಿ ಸ್ವಾಗತಿಸಿ, ವಂದಿಸಿದರು.	[170, 1306, 534, 1332]
medal-body: ಅತ್ಯುತ್ತಮ ದಕ್ಷತೆ ಮತ್ತು ಪ್ರಾಮಾಣಿಕ ಸೇವೆಗಾಗಿ ಕೊಡಗು ಜಿಲ್ಲಾ ಪೊಲೀಸ್ ಇಲಾಖೆಯ ಮಹಿಳಾ ಮುಖ್ಯ ಪೇದೆ ಅವರಿಗೆ ರಾಷ್ಟ್ರಪತಿ ಪದಕ ಲಭಿಸಿದೆ. ಬೆಂಗಳೂರಿನ ರಾಜಭವನದಲ್ಲಿ ನಡೆದ ಸಮಾರಂಭದಲ್ಲಿ ರಾಜ್ಯಪಾಲ ವಜುಭಾಯಿ ವಾಲಾ ಅವರು ಪದಕ ಪ್ರದಾನ ಮಾಡಿ ಗೌರವಿಸಿದರು. ಪೊಲೀಸ್ ಸೇವೆ: 25 ವರ್ಷಗಳಿಂದ ಪೊಲೀಸ್ ಇಲಾಖೆಯಲ್ಲಿ ಸೇವೆ ಸಲ್ಲಿಸುತ್ತಿರುವ ಇವರು 1996ರಲ್ಲಿ ಇಲಾಖೆಗೆ ಸೇರ್ಪಡೆಯಾದರು. ಜಿಲ್ಲೆಯ ವಿವಿಧ ಠಾಣೆಗಳಲ್ಲಿ ಕರ್ತವ್ಯ ನಿರ್ವಹಿಸಿದ್ದು, ಪ್ರಸ್ತುತ ಡಿ.ಸಿ.ಆರ್.ಬಿ ವಿಭಾಗದಲ್ಲಿ ಸೇವೆ ಸಲ್ಲಿಸುತ್ತಿದ್ದಾರೆ.	[50, 364, 150, 471]
chnagar-vaccine-photo	[536, 782, 750, 954]
rain-dateline: ಸೋಮವಾರಪೇಟೆ, ಜ.8-	[296, 358, 371, 366]
medal-headline-2: ಪೇದೆಗೆ ರಾಷ್ಟ್ರಪತಿ ಪದಕ	[105, 327, 227, 347]
obit-text-1: ಮಡಿಕೇರಿ, ಜ.8- ಮರಗೋಡು ಗ್ರಾಮದ ನಿವಾಸಿ ಕೊಪ್ಪರ ರಮೇಶ್ (63) ಅವರು ಅಲ್ಪಕಾಲದ ಅಸೌಖ್ಯದಿಂದ ನಿಧನರಾದರು. ಮೃತರು ಪತ್ನಿ, ಪುತ್ರ, ಪುತ್ರಿಯನ್ನು ಅಗಲಿದ್ದಾರೆ.	[656, 583, 910, 600]
row1-rule	[50, 297, 910, 298]
obituaries	[656, 552, 910, 722]
road-photo	[656, 330, 910, 430]
reg-dot-yellow	[72, 1412, 79, 1419]
bird-flu-dateline: ಚಾಮರಾಜನಗರ, ಜ.8-	[58, 880, 111, 888]
bandh-body-text: ಬಾಳಲೆ ಗ್ರಾಮದ ನಿವಾಸಿ ಪೊದಮಾಡ ಉತ್ತಪ್ಪ ಅವರ ಕೊಲೆ ಪ್ರಕರಣದ ಆರೋಪಿಗಳನ್ನು 48 ಗಂಟೆಗಳೊಳಗೆ ಬಂಧಿಸುವಂತೆ ಆಗ್ರಹಿಸಿ ಜ.11ರಂದು ಬಾಳಲೆ ಬಂದ್‌ಗೆ ಕರೆ ನೀಡಲಾಗಿದೆ. ಪೊನ್ನಂಪೇಟೆ ಪ್ರೆಸ್ ಕ್ಲಬ್‌ನಲ್ಲಿ ನಡೆದ ಸುದ್ದಿಗೋಷ್ಠಿಯಲ್ಲಿ ಹೋರಾಟ ಸಮಿತಿ ಪದಾಧಿಕಾರಿಗಳು ಮಾತನಾಡಿ, ಪ್ರಕರಣ ನಡೆದು ಹಲವು ದಿನಗಳು ಕಳೆದರೂ ಆರೋಪಿಗಳ ಬಂಧನವಾಗಿಲ್ಲ ಎಂದು ಆಕ್ರೋಶ ವ್ಯಕ್ತಪಡಿಸಿದರು. ಅಂದು ಬೆಳಿಗ್ಗೆಯಿಂದ ಸಂಜೆಯವರೆಗೆ ಅಂಗಡಿ ಮುಂಗಟ್ಟುಗಳನ್ನು ಮುಚ್ಚಿ ಸಹಕರಿಸುವಂತೆ ಮನವಿ ಮಾಡಿದರು.	[534, 128, 783, 181]
reg-dot-yellow	[468, 1412, 475, 1419]
reg-dot-cyan	[50, 1412, 57, 1419]
dry-run-photo	[178, 126, 388, 246]
obit-text-2: ಮಡಿಕೇರಿ, ಜ.8- ಬಾಳಲೆ ಗ್ರಾಮದ ನಿವಾಸಿ ಚೆರಿಯಪಂಡ ಗಂಗವ್ವ (92) ವಯೋಸಹಜ ಕಾಯಿಲೆಯಿಂದ ನಿಧನರಾದರು.	[664, 616, 902, 624]
page-header	[42, 52, 910, 76]
leopard-photo	[720, 1022, 910, 1132]
bird-flu-body-text: ನೆರೆಯ ರಾಜ್ಯಗಳಲ್ಲಿ ಹಕ್ಕಿ ಜ್ವರ ಕಾಣಿಸಿಕೊಂಡಿರುವ ಹಿನ್ನೆಲೆಯಲ್ಲಿ ಜಿಲ್ಲೆಯಲ್ಲಿ ಮುನ್ನೆಚ್ಚರಿಕೆ ಕ್ರಮವಾಗಿ ತೀವ್ರ ನಿಗಾ ವಹಿಸುವಂತೆ ಜಿಲ್ಲಾಧಿಕಾರಿ ಡಾ.ಎಂ.ಆರ್.ರವಿ ಅವರು ಅಧಿಕಾರಿಗಳಿಗೆ ಸೂಚನೆ ನೀಡಿದರು. ಜಿಲ್ಲಾಡಳಿತ ಭವನದ ಸಭಾಂಗಣದಲ್ಲಿ ನಡೆದ ಸಭೆಯಲ್ಲಿ ಮಾತನಾಡಿದ ಅವರು, ಅಂತಾರಾಜ್ಯ ಗಡಿಗಳಲ್ಲಿ ಚೆಕ್‌ಪೋಸ್ಟ್ ತೆರೆದು ಕೋಳಿ ಸಾಗಣೆ ವಾಹನಗಳನ್ನು ತಪಾಸಣೆ ಮಾಡಬೇಕು. ಪಶುಪಾಲನಾ ಇಲಾಖೆ ಅಧಿಕಾರಿಗಳು ಕೋಳಿ ಫಾರಂಗಳಿಗೆ ಭೇಟಿ ನೀಡಿ ಪರಿಶೀಲಿಸಬೇಕು. ಪಕ್ಷಿಗಳು ಅಸಹಜವಾಗಿ ಸಾವನ್ನಪ್ಪಿದರೆ ತಕ್ಷಣ ಮಾಹಿತಿ ನೀಡಬೇಕು ಎಂದು ತಿಳಿಸಿದರು. ಜಿಲ್ಲಾ ಪಂಚಾಯಿತಿ ಸಿಇಒ ಹರ್ಷಲ್ ಭೋಯರ್, ಪಶುಪಾಲನಾ ಇಲಾಖೆ ಉಪನಿರ್ದೇಶಕ ಡಾ.ಬಿ.ಟಿ.ನಾಗರಾಜು ಸೇರಿದಂತೆ ಇತರರು ಸಭೆಯಲ್ಲಿ ಹಾಜರಿದ್ದರು.	[50, 880, 282, 942]
chnagar-vaccine-caption: ಮೊದಲ ಹಂತದಲ್ಲಿ ಜಿಲ್ಲೆಯಲ್ಲಿ 6,250 ಆರೋಗ್ಯ ಕಾರ್ಯಕರ್ತರಿಗೆ ಲಸಿಕೆ	[536, 956, 685, 964]
dry-run-body-col1	[50, 126, 172, 292]
registration-marks-center	[446, 1404, 490, 1423]
village-story	[540, 1196, 910, 1388]
section-title: ಕೊಡಗು ಹಾಗೂ ಚಾಮರಾಜನಗರ ಜಿಲ್ಲಾ ಸುದ್ದಿಗಳು	[118, 56, 313, 70]
dry-run-story	[50, 82, 526, 294]
header-rule	[42, 77, 910, 79]
rain-subhead: ಕಾಫಿ ಗುಣಮಟ್ಟ ಕಾಯ್ದುಕೊಳ್ಳಲು ಕಾಫಿ ಮಂಡಳಿ ಸಲಹೆ	[288, 334, 650, 354]
leopard-story	[540, 984, 910, 1192]
